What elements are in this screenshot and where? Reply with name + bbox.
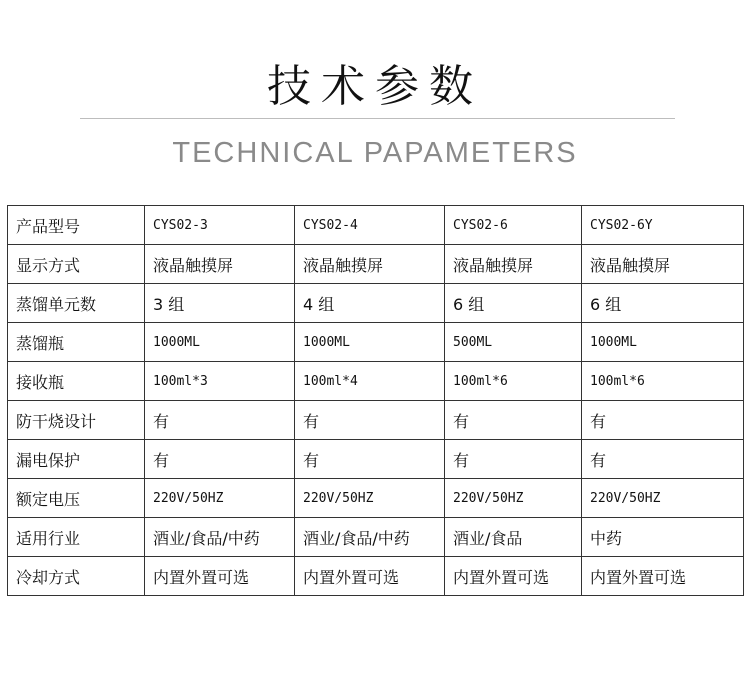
table-cell: 100ml*6 bbox=[582, 362, 744, 401]
row-label: 漏电保护 bbox=[8, 440, 145, 479]
table-cell: 500ML bbox=[445, 323, 582, 362]
table-cell: 中药 bbox=[582, 518, 744, 557]
table-row bbox=[8, 362, 744, 401]
row-label: 接收瓶 bbox=[8, 362, 145, 401]
table-row bbox=[8, 284, 744, 323]
table-cell: 液晶触摸屏 bbox=[445, 245, 582, 284]
spec-table-body bbox=[8, 206, 744, 596]
table-cell: 有 bbox=[145, 440, 295, 479]
table-cell: 内置外置可选 bbox=[445, 557, 582, 596]
row-label: 产品型号 bbox=[8, 206, 145, 245]
table-cell: 有 bbox=[445, 401, 582, 440]
table-cell: 220V/50HZ bbox=[445, 479, 582, 518]
row-label: 额定电压 bbox=[8, 479, 145, 518]
table-cell: 6 组 bbox=[582, 284, 744, 323]
table-row bbox=[8, 245, 744, 284]
table-cell: 100ml*3 bbox=[145, 362, 295, 401]
table-cell: 酒业/食品 bbox=[445, 518, 582, 557]
table-cell: 4 组 bbox=[295, 284, 445, 323]
table-row bbox=[8, 401, 744, 440]
row-label: 适用行业 bbox=[8, 518, 145, 557]
table-cell: 1000ML bbox=[582, 323, 744, 362]
table-cell: 有 bbox=[582, 401, 744, 440]
row-label: 蒸馏瓶 bbox=[8, 323, 145, 362]
table-cell: 液晶触摸屏 bbox=[582, 245, 744, 284]
table-cell: 6 组 bbox=[445, 284, 582, 323]
table-cell: 100ml*4 bbox=[295, 362, 445, 401]
table-cell: 酒业/食品/中药 bbox=[145, 518, 295, 557]
table-cell: CYS02-6Y bbox=[582, 206, 744, 245]
table-cell: 220V/50HZ bbox=[295, 479, 445, 518]
table-cell: CYS02-6 bbox=[445, 206, 582, 245]
table-row bbox=[8, 518, 744, 557]
table-cell: 有 bbox=[295, 440, 445, 479]
page-subtitle: TECHNICAL PAPAMETERS bbox=[172, 137, 578, 169]
row-label: 显示方式 bbox=[8, 245, 145, 284]
table-cell: 220V/50HZ bbox=[582, 479, 744, 518]
table-row bbox=[8, 206, 744, 245]
table-cell: 有 bbox=[145, 401, 295, 440]
table-row bbox=[8, 323, 744, 362]
row-label: 防干烧设计 bbox=[8, 401, 145, 440]
table-cell: 1000ML bbox=[295, 323, 445, 362]
row-label: 蒸馏单元数 bbox=[8, 284, 145, 323]
table-cell: 内置外置可选 bbox=[295, 557, 445, 596]
table-row bbox=[8, 479, 744, 518]
table-cell: 液晶触摸屏 bbox=[145, 245, 295, 284]
table-cell: 内置外置可选 bbox=[145, 557, 295, 596]
row-label: 冷却方式 bbox=[8, 557, 145, 596]
table-cell: 有 bbox=[445, 440, 582, 479]
title-divider bbox=[80, 118, 675, 119]
table-row bbox=[8, 440, 744, 479]
table-cell: 220V/50HZ bbox=[145, 479, 295, 518]
table-row bbox=[8, 557, 744, 596]
table-cell: 100ml*6 bbox=[445, 362, 582, 401]
table-cell: 3 组 bbox=[145, 284, 295, 323]
spec-table bbox=[7, 205, 744, 596]
table-cell: 内置外置可选 bbox=[582, 557, 744, 596]
table-cell: 1000ML bbox=[145, 323, 295, 362]
table-cell: CYS02-3 bbox=[145, 206, 295, 245]
table-cell: 有 bbox=[582, 440, 744, 479]
table-cell: 酒业/食品/中药 bbox=[295, 518, 445, 557]
table-cell: CYS02-4 bbox=[295, 206, 445, 245]
table-cell: 液晶触摸屏 bbox=[295, 245, 445, 284]
table-cell: 有 bbox=[295, 401, 445, 440]
page-title: 技术参数 bbox=[267, 61, 483, 112]
